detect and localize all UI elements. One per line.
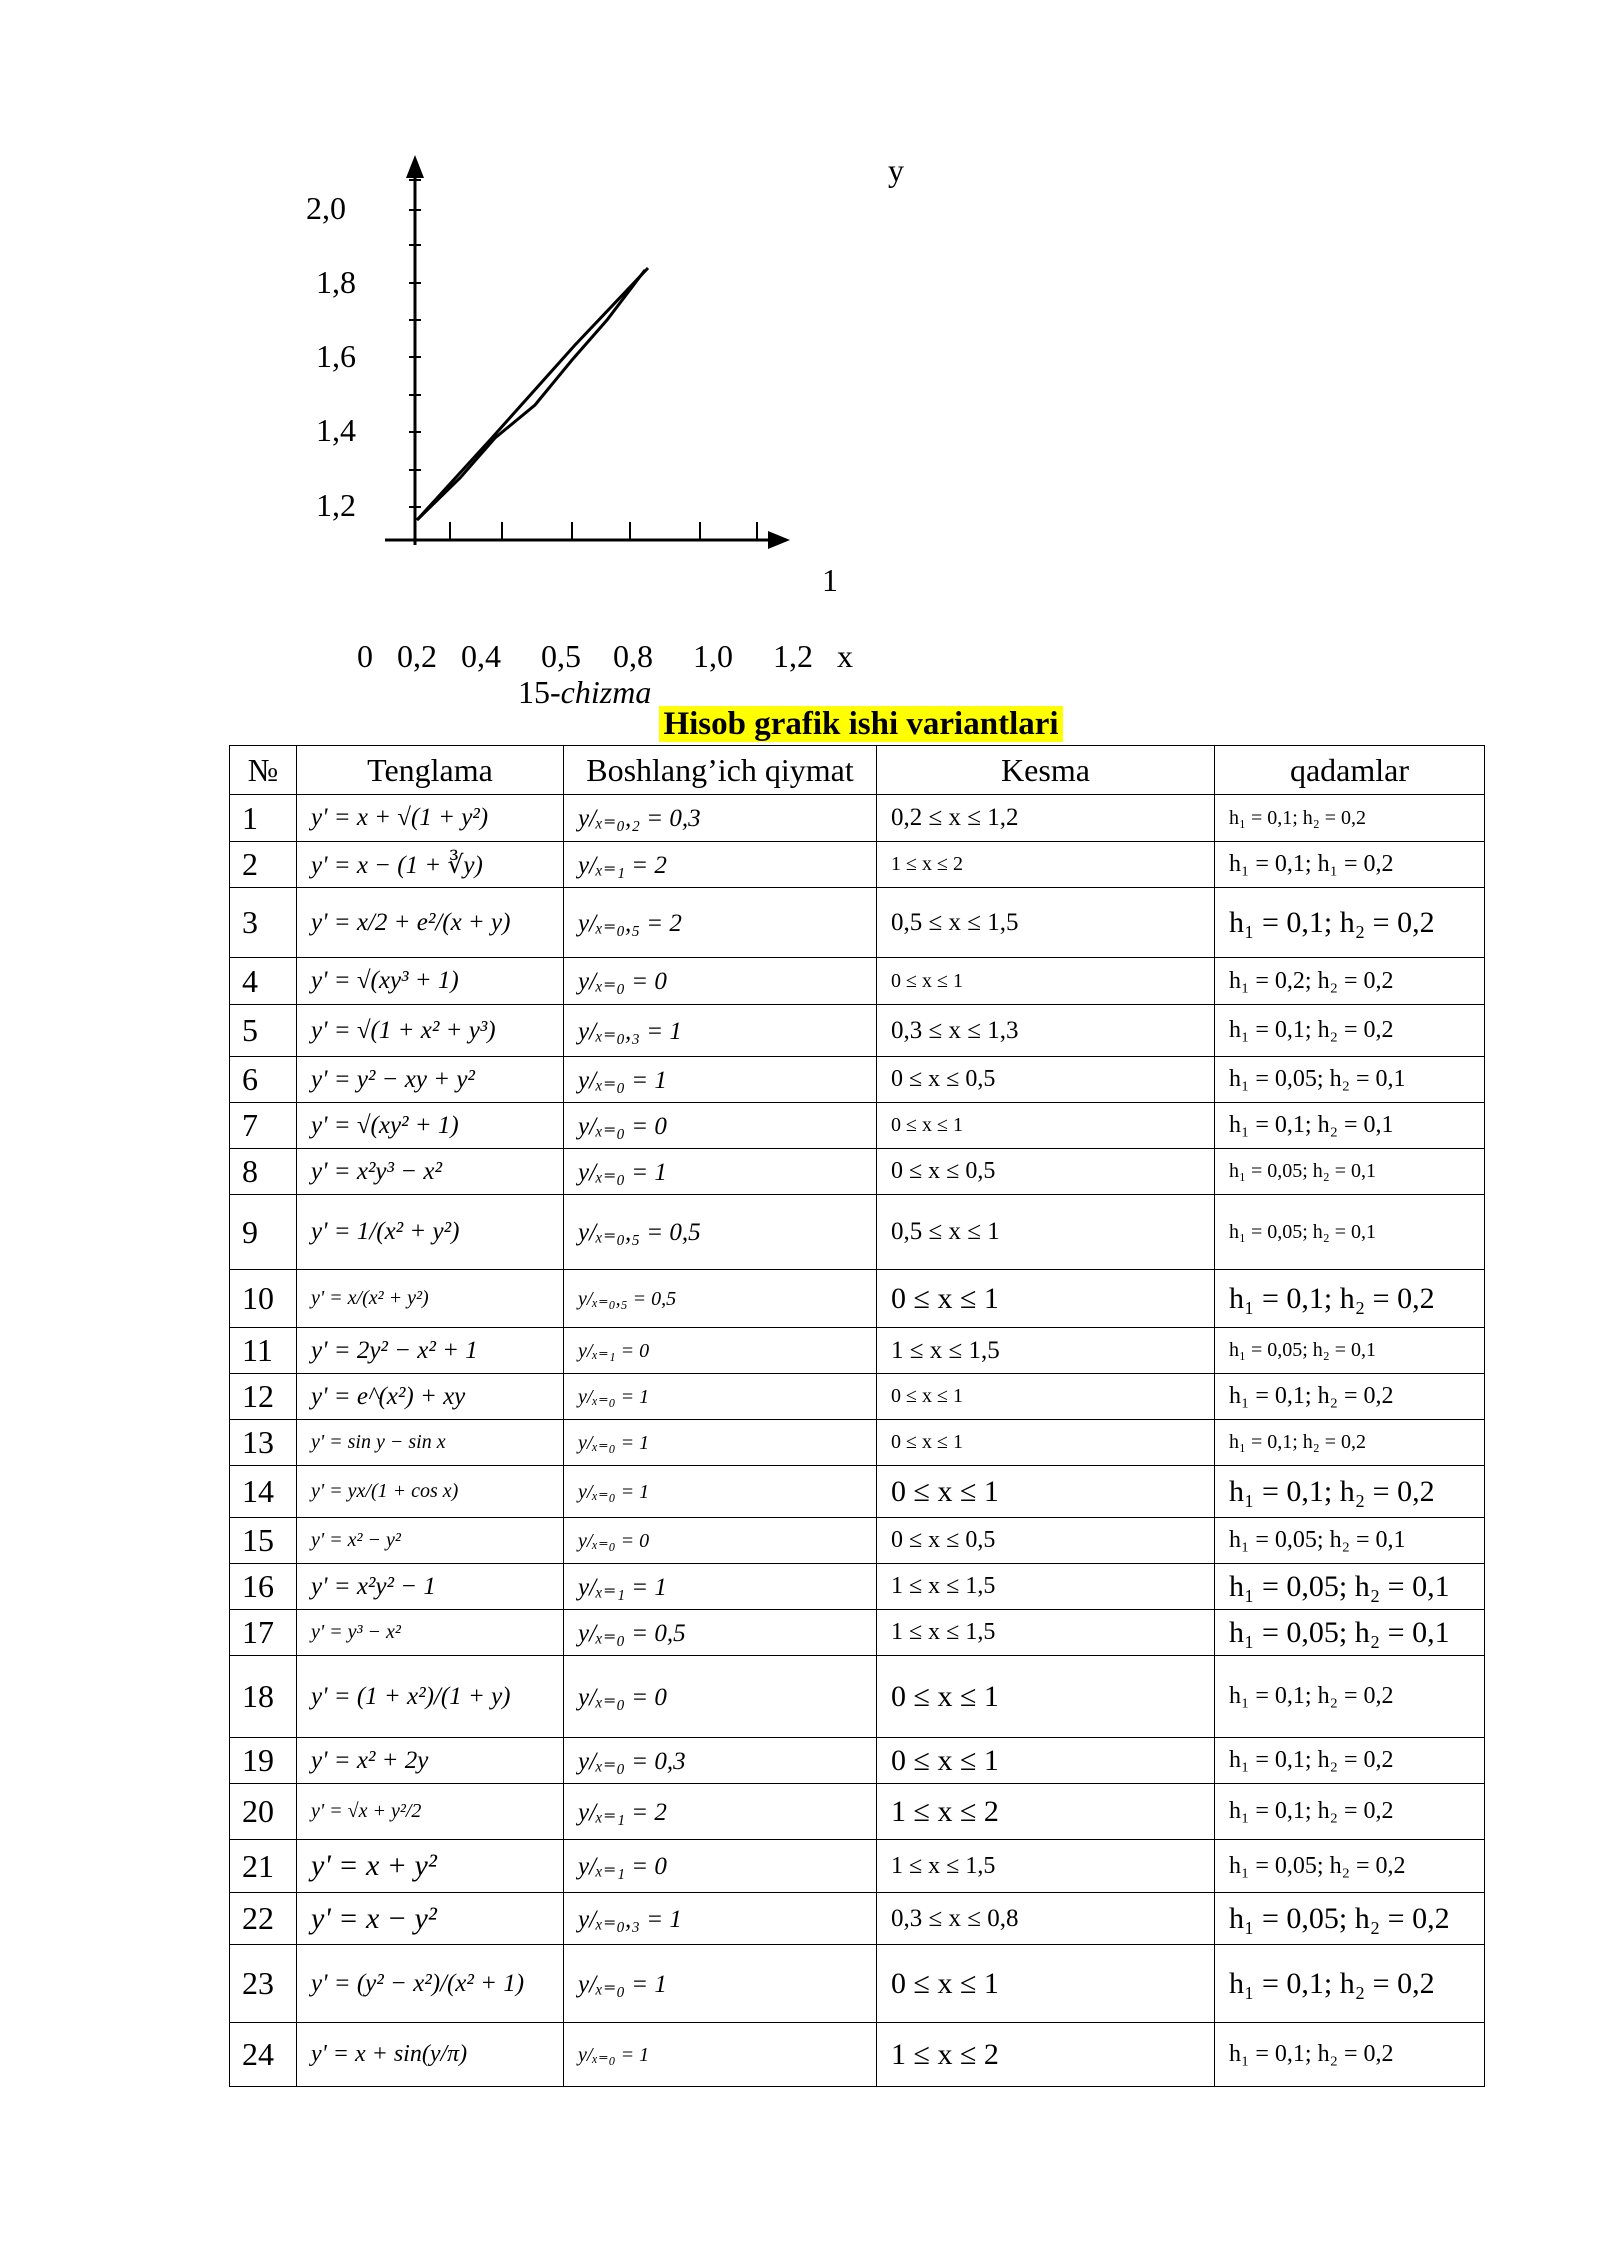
initial-value-cell: y/ₓ₌₀ = 1 bbox=[564, 1945, 877, 2023]
row-number: 11 bbox=[230, 1328, 297, 1374]
y-tick-label: 1,4 bbox=[316, 412, 356, 448]
section-heading bbox=[0, 706, 1600, 743]
interval-cell: 0 ≤ x ≤ 1 bbox=[877, 1374, 1215, 1420]
table-row bbox=[230, 1103, 1485, 1149]
variants-table bbox=[229, 745, 1485, 2087]
equation-cell: y' = x²y³ − x² bbox=[297, 1149, 564, 1195]
y-tick-label: 1,6 bbox=[316, 338, 356, 374]
table-row bbox=[230, 1784, 1485, 1840]
initial-value-cell: y/ₓ₌₁ = 0 bbox=[564, 1328, 877, 1374]
initial-value-cell: y/ₓ₌₀,₃ = 1 bbox=[564, 1893, 877, 1945]
table-row bbox=[230, 1195, 1485, 1270]
steps-cell: h₁ = 0,1; h₂ = 0,2 bbox=[1215, 1420, 1485, 1466]
caption-number: 15- bbox=[518, 674, 561, 710]
steps-cell: h₁ = 0,05; h₂ = 0,2 bbox=[1215, 1840, 1485, 1893]
steps-cell: h₁ = 0,05; h₂ = 0,1 bbox=[1215, 1328, 1485, 1374]
y-tick-label: 1,8 bbox=[316, 264, 356, 300]
equation-cell: y' = x − (1 + ∛y) bbox=[297, 842, 564, 888]
interval-cell: 0,3 ≤ x ≤ 0,8 bbox=[877, 1893, 1215, 1945]
equation-cell: y' = x + sin(y/π) bbox=[297, 2023, 564, 2087]
row-number: 16 bbox=[230, 1564, 297, 1610]
steps-cell: h₁ = 0,1; h₂ = 0,2 bbox=[1215, 1270, 1485, 1328]
table-row bbox=[230, 1005, 1485, 1057]
steps-cell: h₁ = 0,05; h₂ = 0,1 bbox=[1215, 1057, 1485, 1103]
row-number: 8 bbox=[230, 1149, 297, 1195]
table-row bbox=[230, 1057, 1485, 1103]
figure-graph bbox=[0, 0, 1600, 700]
steps-cell: h₁ = 0,1; h₁ = 0,2 bbox=[1215, 842, 1485, 888]
equation-cell: y' = 2y² − x² + 1 bbox=[297, 1328, 564, 1374]
table-row bbox=[230, 1270, 1485, 1328]
table-row bbox=[230, 1738, 1485, 1784]
steps-cell: h₁ = 0,1; h₂ = 0,2 bbox=[1215, 1466, 1485, 1518]
initial-value-cell: y/ₓ₌₁ = 1 bbox=[564, 1564, 877, 1610]
equation-cell: y' = x + √(1 + y²) bbox=[297, 795, 564, 842]
initial-value-cell: y/ₓ₌₀ = 0 bbox=[564, 958, 877, 1005]
interval-cell: 0 ≤ x ≤ 1 bbox=[877, 1270, 1215, 1328]
table-row bbox=[230, 1656, 1485, 1738]
interval-cell: 0 ≤ x ≤ 1 bbox=[877, 1466, 1215, 1518]
x-axis-ticks bbox=[450, 522, 757, 540]
initial-value-cell: y/ₓ₌₀,₃ = 1 bbox=[564, 1005, 877, 1057]
row-number: 18 bbox=[230, 1656, 297, 1738]
table-row bbox=[230, 1466, 1485, 1518]
initial-value-cell: y/ₓ₌₀ = 1 bbox=[564, 1420, 877, 1466]
row-number: 24 bbox=[230, 2023, 297, 2087]
table-row bbox=[230, 842, 1485, 888]
row-number: 10 bbox=[230, 1270, 297, 1328]
equation-cell: y' = √(1 + x² + y³) bbox=[297, 1005, 564, 1057]
equation-cell: y' = (y² − x²)/(x² + 1) bbox=[297, 1945, 564, 2023]
equation-cell: y' = (1 + x²)/(1 + y) bbox=[297, 1656, 564, 1738]
row-number: 23 bbox=[230, 1945, 297, 2023]
row-number: 21 bbox=[230, 1840, 297, 1893]
table-row bbox=[230, 1420, 1485, 1466]
row-number: 1 bbox=[230, 795, 297, 842]
initial-value-cell: y/ₓ₌₁ = 2 bbox=[564, 1784, 877, 1840]
table-row bbox=[230, 1149, 1485, 1195]
steps-cell: h₁ = 0,05; h₂ = 0,1 bbox=[1215, 1149, 1485, 1195]
equation-cell: y' = y² − xy + y² bbox=[297, 1057, 564, 1103]
interval-cell: 1 ≤ x ≤ 2 bbox=[877, 2023, 1215, 2087]
heading-text: Hisob grafik ishi variantlari bbox=[659, 706, 1062, 742]
header-initial-value: Boshlang’ich qiymat bbox=[564, 746, 877, 795]
equation-cell: y' = x − y² bbox=[297, 1893, 564, 1945]
initial-value-cell: y/ₓ₌₁ = 0 bbox=[564, 1840, 877, 1893]
row-number: 5 bbox=[230, 1005, 297, 1057]
row-number: 4 bbox=[230, 958, 297, 1005]
initial-value-cell: y/ₓ₌₁ = 2 bbox=[564, 842, 877, 888]
caption-word: chizma bbox=[560, 674, 652, 710]
equation-cell: y' = √x + y²/2 bbox=[297, 1784, 564, 1840]
interval-cell: 0 ≤ x ≤ 0,5 bbox=[877, 1518, 1215, 1564]
steps-cell: h₁ = 0,05; h₂ = 0,2 bbox=[1215, 1893, 1485, 1945]
interval-cell: 0 ≤ x ≤ 1 bbox=[877, 1103, 1215, 1149]
y-axis-letter: y bbox=[888, 152, 904, 188]
interval-cell: 1 ≤ x ≤ 1,5 bbox=[877, 1610, 1215, 1656]
row-number: 15 bbox=[230, 1518, 297, 1564]
steps-cell: h₁ = 0,1; h₂ = 0,2 bbox=[1215, 1945, 1485, 2023]
row-number: 2 bbox=[230, 842, 297, 888]
steps-cell: h₁ = 0,1; h₂ = 0,2 bbox=[1215, 1656, 1485, 1738]
table-row bbox=[230, 1518, 1485, 1564]
initial-value-cell: y/ₓ₌₀,₅ = 0,5 bbox=[564, 1195, 877, 1270]
interval-cell: 1 ≤ x ≤ 2 bbox=[877, 842, 1215, 888]
initial-value-cell: y/ₓ₌₀ = 1 bbox=[564, 1149, 877, 1195]
interval-cell: 1 ≤ x ≤ 1,5 bbox=[877, 1840, 1215, 1893]
equation-cell: y' = √(xy² + 1) bbox=[297, 1103, 564, 1149]
row-number: 7 bbox=[230, 1103, 297, 1149]
x-tick-labels: 0 0,2 0,4 0,5 0,8 1,0 1,2 x bbox=[357, 638, 853, 674]
x-axis-arrow bbox=[768, 531, 790, 549]
table-row bbox=[230, 1328, 1485, 1374]
interval-cell: 1 ≤ x ≤ 1,5 bbox=[877, 1328, 1215, 1374]
steps-cell: h₁ = 0,1; h₂ = 0,2 bbox=[1215, 1005, 1485, 1057]
initial-value-cell: y/ₓ₌₀,₅ = 2 bbox=[564, 888, 877, 958]
equation-cell: y' = x/(x² + y²) bbox=[297, 1270, 564, 1328]
steps-cell: h₁ = 0,1; h₂ = 0,2 bbox=[1215, 2023, 1485, 2087]
row-number: 9 bbox=[230, 1195, 297, 1270]
equation-cell: y' = y³ − x² bbox=[297, 1610, 564, 1656]
table-row bbox=[230, 1610, 1485, 1656]
steps-cell: h₁ = 0,05; h₂ = 0,1 bbox=[1215, 1195, 1485, 1270]
row-number: 12 bbox=[230, 1374, 297, 1420]
equation-cell: y' = x² − y² bbox=[297, 1518, 564, 1564]
table-row bbox=[230, 1374, 1485, 1420]
table-row bbox=[230, 2023, 1485, 2087]
table-header-row bbox=[230, 746, 1485, 795]
initial-value-cell: y/ₓ₌₀ = 0 bbox=[564, 1518, 877, 1564]
steps-cell: h₁ = 0,05; h₂ = 0,1 bbox=[1215, 1564, 1485, 1610]
equation-cell: y' = x + y² bbox=[297, 1840, 564, 1893]
initial-value-cell: y/ₓ₌₀ = 0 bbox=[564, 1656, 877, 1738]
y-tick-label: 1,2 bbox=[316, 487, 356, 523]
equation-cell: y' = √(xy³ + 1) bbox=[297, 958, 564, 1005]
steps-cell: h₁ = 0,1; h₂ = 0,1 bbox=[1215, 1103, 1485, 1149]
header-steps: qadamlar bbox=[1215, 746, 1485, 795]
equation-cell: y' = sin y − sin x bbox=[297, 1420, 564, 1466]
equation-cell: y' = yx/(1 + cos x) bbox=[297, 1466, 564, 1518]
header-equation: Tenglama bbox=[297, 746, 564, 795]
steps-cell: h₁ = 0,1; h₂ = 0,2 bbox=[1215, 888, 1485, 958]
table-row bbox=[230, 1893, 1485, 1945]
initial-value-cell: y/ₓ₌₀ = 0 bbox=[564, 1103, 877, 1149]
initial-value-cell: y/ₓ₌₀ = 0,5 bbox=[564, 1610, 877, 1656]
steps-cell: h₁ = 0,1; h₂ = 0,2 bbox=[1215, 1784, 1485, 1840]
steps-cell: h₁ = 0,1; h₂ = 0,2 bbox=[1215, 795, 1485, 842]
row-number: 19 bbox=[230, 1738, 297, 1784]
table-row bbox=[230, 958, 1485, 1005]
row-number: 22 bbox=[230, 1893, 297, 1945]
equation-cell: y' = x/2 + e²/(x + y) bbox=[297, 888, 564, 958]
header-interval: Kesma bbox=[877, 746, 1215, 795]
interval-cell: 0 ≤ x ≤ 1 bbox=[877, 1420, 1215, 1466]
y-tick-label: 2,0 bbox=[306, 190, 346, 226]
initial-value-cell: y/ₓ₌₀,₅ = 0,5 bbox=[564, 1270, 877, 1328]
interval-cell: 0,5 ≤ x ≤ 1 bbox=[877, 1195, 1215, 1270]
initial-value-cell: y/ₓ₌₀ = 1 bbox=[564, 1374, 877, 1420]
steps-cell: h₁ = 0,05; h₂ = 0,1 bbox=[1215, 1610, 1485, 1656]
interval-cell: 0,2 ≤ x ≤ 1,2 bbox=[877, 795, 1215, 842]
equation-cell: y' = e^(x²) + xy bbox=[297, 1374, 564, 1420]
interval-cell: 1 ≤ x ≤ 2 bbox=[877, 1784, 1215, 1840]
interval-cell: 0 ≤ x ≤ 1 bbox=[877, 1738, 1215, 1784]
steps-cell: h₁ = 0,2; h₂ = 0,2 bbox=[1215, 958, 1485, 1005]
y-axis-arrow bbox=[406, 155, 424, 178]
header-number: № bbox=[230, 746, 297, 795]
interval-cell: 0 ≤ x ≤ 0,5 bbox=[877, 1057, 1215, 1103]
table-row bbox=[230, 1945, 1485, 2023]
steps-cell: h₁ = 0,1; h₂ = 0,2 bbox=[1215, 1374, 1485, 1420]
table-row bbox=[230, 1840, 1485, 1893]
interval-cell: 1 ≤ x ≤ 1,5 bbox=[877, 1564, 1215, 1610]
interval-cell: 0,5 ≤ x ≤ 1,5 bbox=[877, 888, 1215, 958]
row-number: 14 bbox=[230, 1466, 297, 1518]
interval-cell: 0 ≤ x ≤ 1 bbox=[877, 958, 1215, 1005]
table-row bbox=[230, 795, 1485, 842]
interval-cell: 0,3 ≤ x ≤ 1,3 bbox=[877, 1005, 1215, 1057]
initial-value-cell: y/ₓ₌₀ = 1 bbox=[564, 2023, 877, 2087]
one-label: 1 bbox=[822, 562, 838, 598]
equation-cell: y' = x² + 2y bbox=[297, 1738, 564, 1784]
initial-value-cell: y/ₓ₌₀,₂ = 0,3 bbox=[564, 795, 877, 842]
row-number: 3 bbox=[230, 888, 297, 958]
row-number: 20 bbox=[230, 1784, 297, 1840]
initial-value-cell: y/ₓ₌₀ = 1 bbox=[564, 1057, 877, 1103]
interval-cell: 0 ≤ x ≤ 1 bbox=[877, 1945, 1215, 2023]
equation-cell: y' = 1/(x² + y²) bbox=[297, 1195, 564, 1270]
row-number: 17 bbox=[230, 1610, 297, 1656]
steps-cell: h₁ = 0,1; h₂ = 0,2 bbox=[1215, 1738, 1485, 1784]
table-row bbox=[230, 888, 1485, 958]
interval-cell: 0 ≤ x ≤ 0,5 bbox=[877, 1149, 1215, 1195]
initial-value-cell: y/ₓ₌₀ = 1 bbox=[564, 1466, 877, 1518]
table-row bbox=[230, 1564, 1485, 1610]
equation-cell: y' = x²y² − 1 bbox=[297, 1564, 564, 1610]
steps-cell: h₁ = 0,05; h₂ = 0,1 bbox=[1215, 1518, 1485, 1564]
row-number: 13 bbox=[230, 1420, 297, 1466]
initial-value-cell: y/ₓ₌₀ = 0,3 bbox=[564, 1738, 877, 1784]
row-number: 6 bbox=[230, 1057, 297, 1103]
interval-cell: 0 ≤ x ≤ 1 bbox=[877, 1656, 1215, 1738]
curve-exact bbox=[417, 268, 648, 520]
